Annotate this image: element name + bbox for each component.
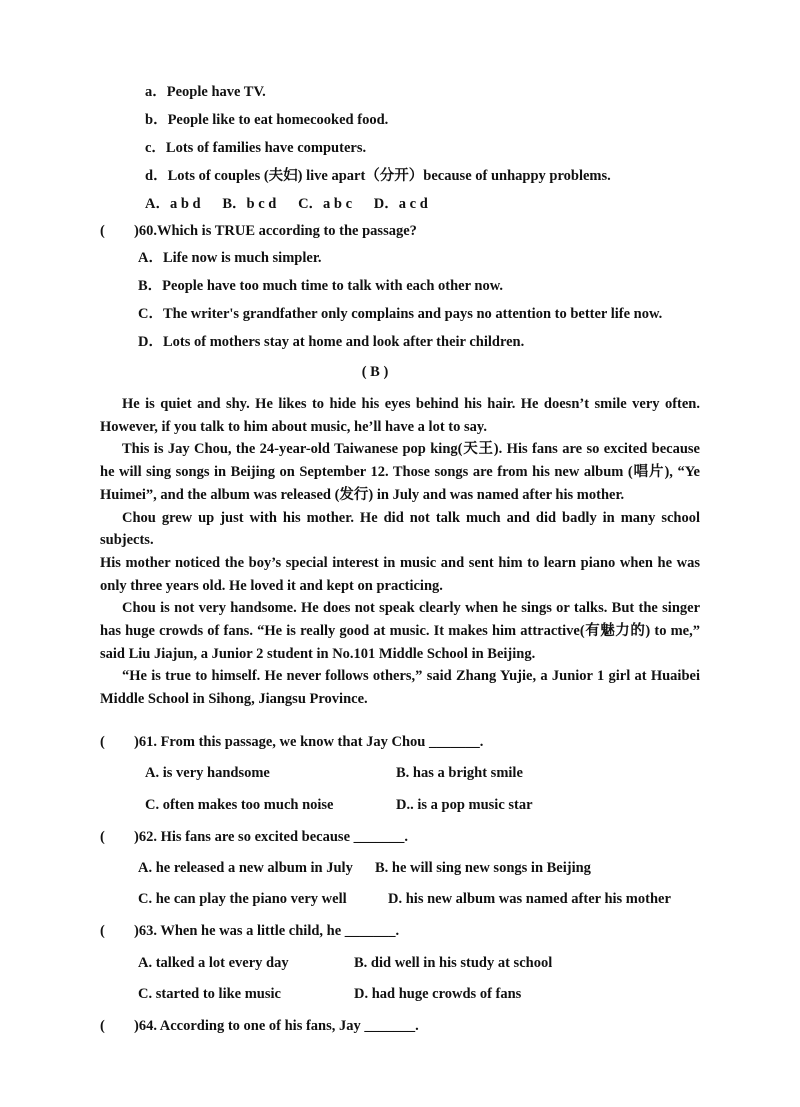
q60-option-a: A．Life now is much simpler. xyxy=(138,250,322,266)
q59-option-a: a．People have TV. xyxy=(145,84,266,100)
reading-passage xyxy=(100,393,700,711)
q61-option-c: C. often makes too much noise xyxy=(145,797,334,813)
question-stem: )61. From this passage, we know that Jay Chou _______. xyxy=(134,734,484,750)
question-60 xyxy=(100,221,417,241)
q61-option-d: D.. is a pop music star xyxy=(396,797,533,813)
answer-blank: ( xyxy=(100,1018,105,1034)
q63-option-b: B. did well in his study at school xyxy=(354,955,553,971)
answer-blank: ( xyxy=(100,923,105,939)
answer-blank: ( xyxy=(100,223,105,239)
q62-option-c: C. he can play the piano very well xyxy=(138,891,347,907)
passage-paragraph-3: Chou grew up just with his mother. He did not talk much and did badly in many school subjects. xyxy=(100,509,700,549)
q62-option-d: D. his new album was named after his mother xyxy=(388,891,671,907)
passage-paragraph-6: “He is true to himself. He never follows others,” said Zhang Yujie, a Junior 1 girl at Huaibei Middle School in Sihong, Jiangsu Province. xyxy=(100,668,700,708)
question-64 xyxy=(100,1016,419,1036)
question-stem: )63. When he was a little child, he _______. xyxy=(134,923,400,939)
q63-option-c: C. started to like music xyxy=(138,986,281,1002)
q60-option-b: B．People have too much time to talk with each other now. xyxy=(138,278,504,294)
q60-option-d: D．Lots of mothers stay at home and look after their children. xyxy=(138,334,525,350)
q61-option-b: B. has a bright smile xyxy=(396,765,523,781)
question-stem: )60.Which is TRUE according to the passage? xyxy=(134,223,417,239)
question-62 xyxy=(100,827,408,847)
q63-option-a: A. talked a lot every day xyxy=(138,955,289,971)
q62-option-b: B. he will sing new songs in Beijing xyxy=(375,860,591,876)
q59-choices: A．a b d B．b c d C．a b c D．a c d xyxy=(145,196,428,212)
question-63 xyxy=(100,921,399,941)
q63-option-d: D. had huge crowds of fans xyxy=(354,986,522,1002)
passage-paragraph-5: Chou is not very handsome. He does not speak clearly when he sings or talks. But the singer has huge crowds of fans. “He is really good at music. It makes him attractive(有魅力的) to me,” said Liu Jiajun, a Junior 2 student in No.101 Middle School in Beijing. xyxy=(100,600,700,662)
q62-option-a: A. he released a new album in July xyxy=(138,860,353,876)
q59-option-d: d．Lots of couples (夫妇) live apart（分开）because of unhappy problems. xyxy=(145,168,611,184)
q60-option-c: C．The writer's grandfather only complains and pays no attention to better life now. xyxy=(138,306,663,322)
question-stem: )64. According to one of his fans, Jay _______. xyxy=(134,1018,419,1034)
passage-paragraph-2: This is Jay Chou, the 24-year-old Taiwanese pop king(天王). His fans are so excited because he will sing songs in Beijing on September 12. Those songs are from his new album (唱片), “Ye Huimei”, and the album was released (发行) in July and was named after his mother. xyxy=(100,441,700,503)
q61-option-a: A. is very handsome xyxy=(145,765,270,781)
answer-blank: ( xyxy=(100,829,105,845)
question-61 xyxy=(100,732,483,752)
q59-option-b: b．People like to eat homecooked food. xyxy=(145,112,389,128)
passage-paragraph-4: His mother noticed the boy’s special interest in music and sent him to learn piano when he was only three years old. He loved it and kept on practicing. xyxy=(100,554,700,594)
passage-paragraph-1: He is quiet and shy. He likes to hide his eyes behind his hair. He doesn’t smile very often. However, if you talk to him about music, he’ll have a lot to say. xyxy=(100,396,700,435)
question-stem: )62. His fans are so excited because _______. xyxy=(134,829,408,845)
answer-blank: ( xyxy=(100,734,105,750)
q59-option-c: c．Lots of families have computers. xyxy=(145,140,367,156)
section-title: ( B ) xyxy=(361,364,389,380)
